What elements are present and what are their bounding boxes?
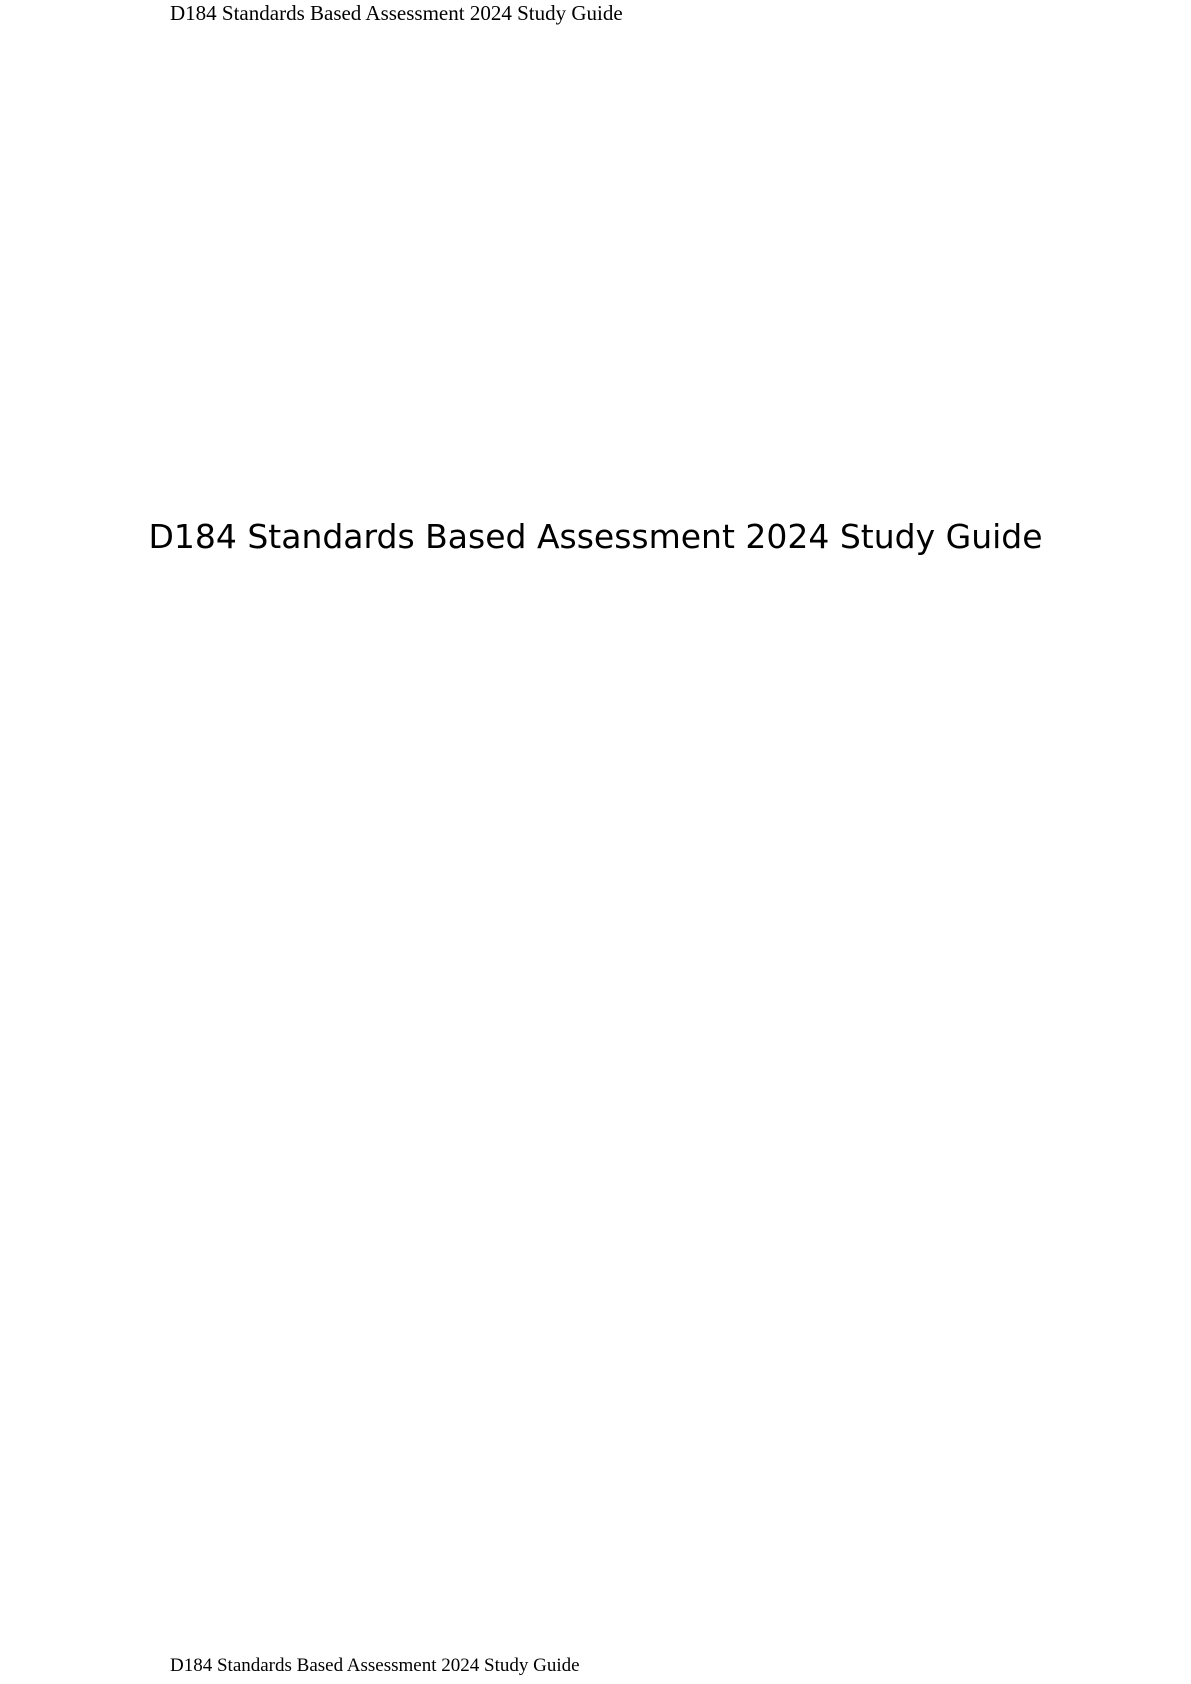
running-footer: D184 Standards Based Assessment 2024 Study Guide [170, 1655, 580, 1676]
document-title: D184 Standards Based Assessment 2024 Study Guide [148, 517, 1043, 556]
running-header: D184 Standards Based Assessment 2024 Study Guide [170, 1, 623, 25]
